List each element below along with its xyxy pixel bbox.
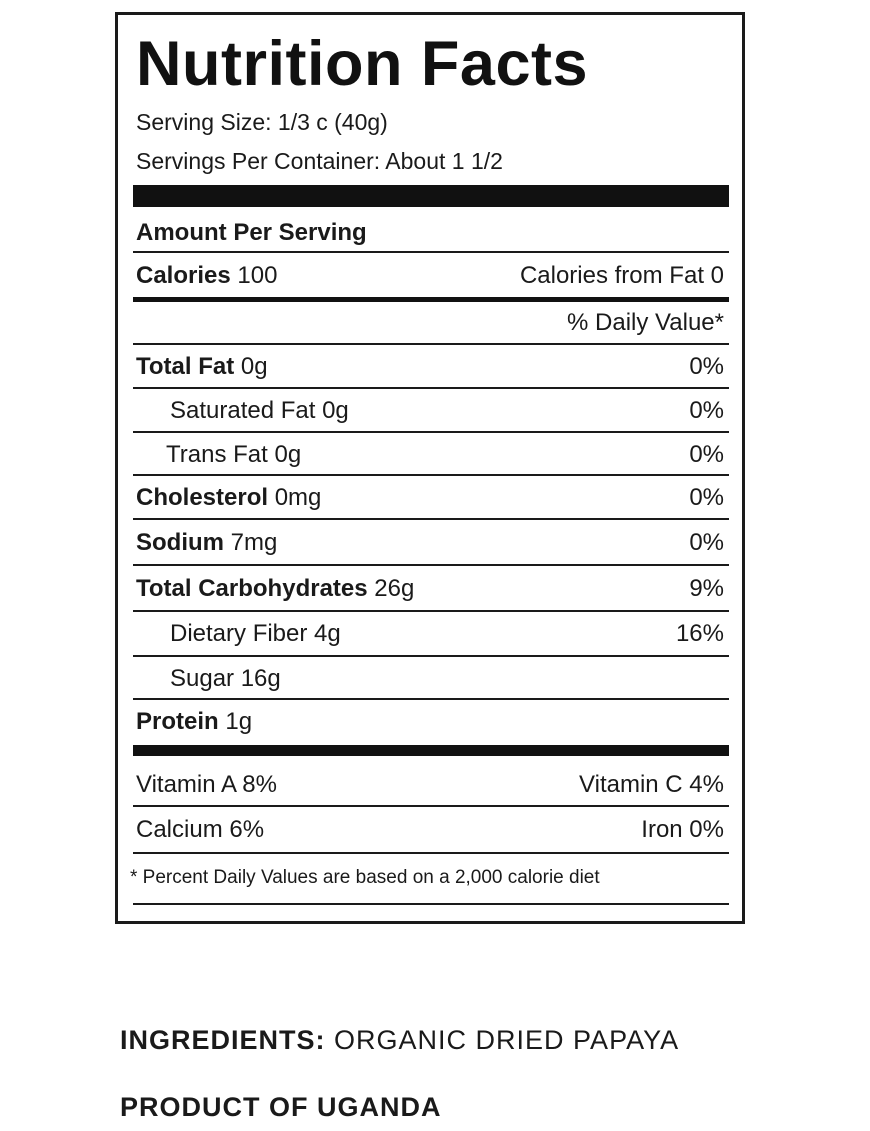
divider <box>133 698 729 700</box>
nutrient-row-saturated-fat <box>136 393 724 429</box>
nutrient-amount: 0mg <box>274 484 322 511</box>
nutrient-row-protein <box>136 704 724 740</box>
nutrient-name: Saturated Fat 0g <box>170 397 349 424</box>
nutrient-name: Dietary Fiber 4g <box>170 620 341 647</box>
vitamin-right: Vitamin C 4% <box>579 771 724 798</box>
vitamin-left: Vitamin A 8% <box>136 771 277 798</box>
divider <box>133 564 729 566</box>
vitamin-left: Calcium 6% <box>136 816 265 843</box>
nutrient-name: Total Carbohydrates <box>136 575 368 602</box>
calories-label: Calories <box>136 262 231 289</box>
nutrient-dv: 0% <box>689 353 724 380</box>
divider <box>133 903 729 905</box>
divider <box>133 431 729 433</box>
calories-from-fat: Calories from Fat 0 <box>519 262 724 289</box>
divider <box>133 852 729 854</box>
nutrient-dv: 0% <box>689 484 724 511</box>
amount-per-serving-row <box>136 215 724 251</box>
medium-divider <box>133 297 729 302</box>
divider <box>133 474 729 476</box>
nutrient-name: Sugar 16g <box>170 665 281 692</box>
ingredients-line <box>120 1025 679 1056</box>
footnote: * Percent Daily Values are based on a 2,000 calorie diet <box>130 867 600 888</box>
vitamin-row <box>136 812 724 848</box>
ingredients-label: INGREDIENTS: <box>120 1025 326 1055</box>
nutrient-dv: 9% <box>689 575 724 602</box>
nutrient-dv: 0% <box>689 441 724 468</box>
nutrient-row-total-carbohydrates <box>136 571 724 607</box>
thick-divider-vitamins <box>133 745 729 756</box>
nutrient-amount: 1g <box>225 708 253 735</box>
nutrient-row-sugar <box>136 661 724 697</box>
nutrient-name: Sodium <box>136 529 224 556</box>
divider <box>133 518 729 520</box>
divider <box>133 610 729 612</box>
ingredients-value: ORGANIC DRIED PAPAYA <box>334 1025 680 1055</box>
nutrient-row-trans-fat <box>136 437 724 473</box>
nutrient-name: Total Fat <box>136 353 235 380</box>
nutrient-name: Trans Fat 0g <box>166 441 302 468</box>
nutrient-dv: 0% <box>689 397 724 424</box>
product-origin: PRODUCT OF UGANDA <box>120 1092 442 1122</box>
nutrient-name: Protein <box>136 708 219 735</box>
nutrient-name: Cholesterol <box>136 484 269 511</box>
vitamin-right: Iron 0% <box>641 816 724 843</box>
calories-row <box>136 258 724 294</box>
daily-value-header: % Daily Value* <box>567 309 724 336</box>
vitamin-row <box>136 767 724 803</box>
nutrient-amount: 0g <box>240 353 268 380</box>
nutrient-dv: 16% <box>675 620 724 647</box>
nutrient-row-dietary-fiber <box>136 616 724 652</box>
serving-size: Serving Size: 1/3 c (40g) <box>136 109 388 135</box>
divider <box>133 805 729 807</box>
nutrition-facts-panel <box>115 12 745 924</box>
nutrient-amount: 26g <box>374 575 415 602</box>
nutrient-row-total-fat <box>136 349 724 385</box>
servings-per-container: Servings Per Container: About 1 1/2 <box>136 148 503 174</box>
divider <box>133 387 729 389</box>
daily-value-header-row <box>136 305 724 341</box>
amount-per-serving: Amount Per Serving <box>136 219 367 246</box>
nutrient-dv: 0% <box>689 529 724 556</box>
label-title: Nutrition Facts <box>136 29 589 99</box>
divider <box>133 251 729 253</box>
thick-divider-top <box>133 185 729 207</box>
divider <box>133 343 729 345</box>
divider <box>133 655 729 657</box>
calories-value: 100 <box>237 262 278 289</box>
nutrient-row-cholesterol <box>136 480 724 516</box>
nutrient-row-sodium <box>136 525 724 561</box>
nutrient-amount: 7mg <box>230 529 278 556</box>
